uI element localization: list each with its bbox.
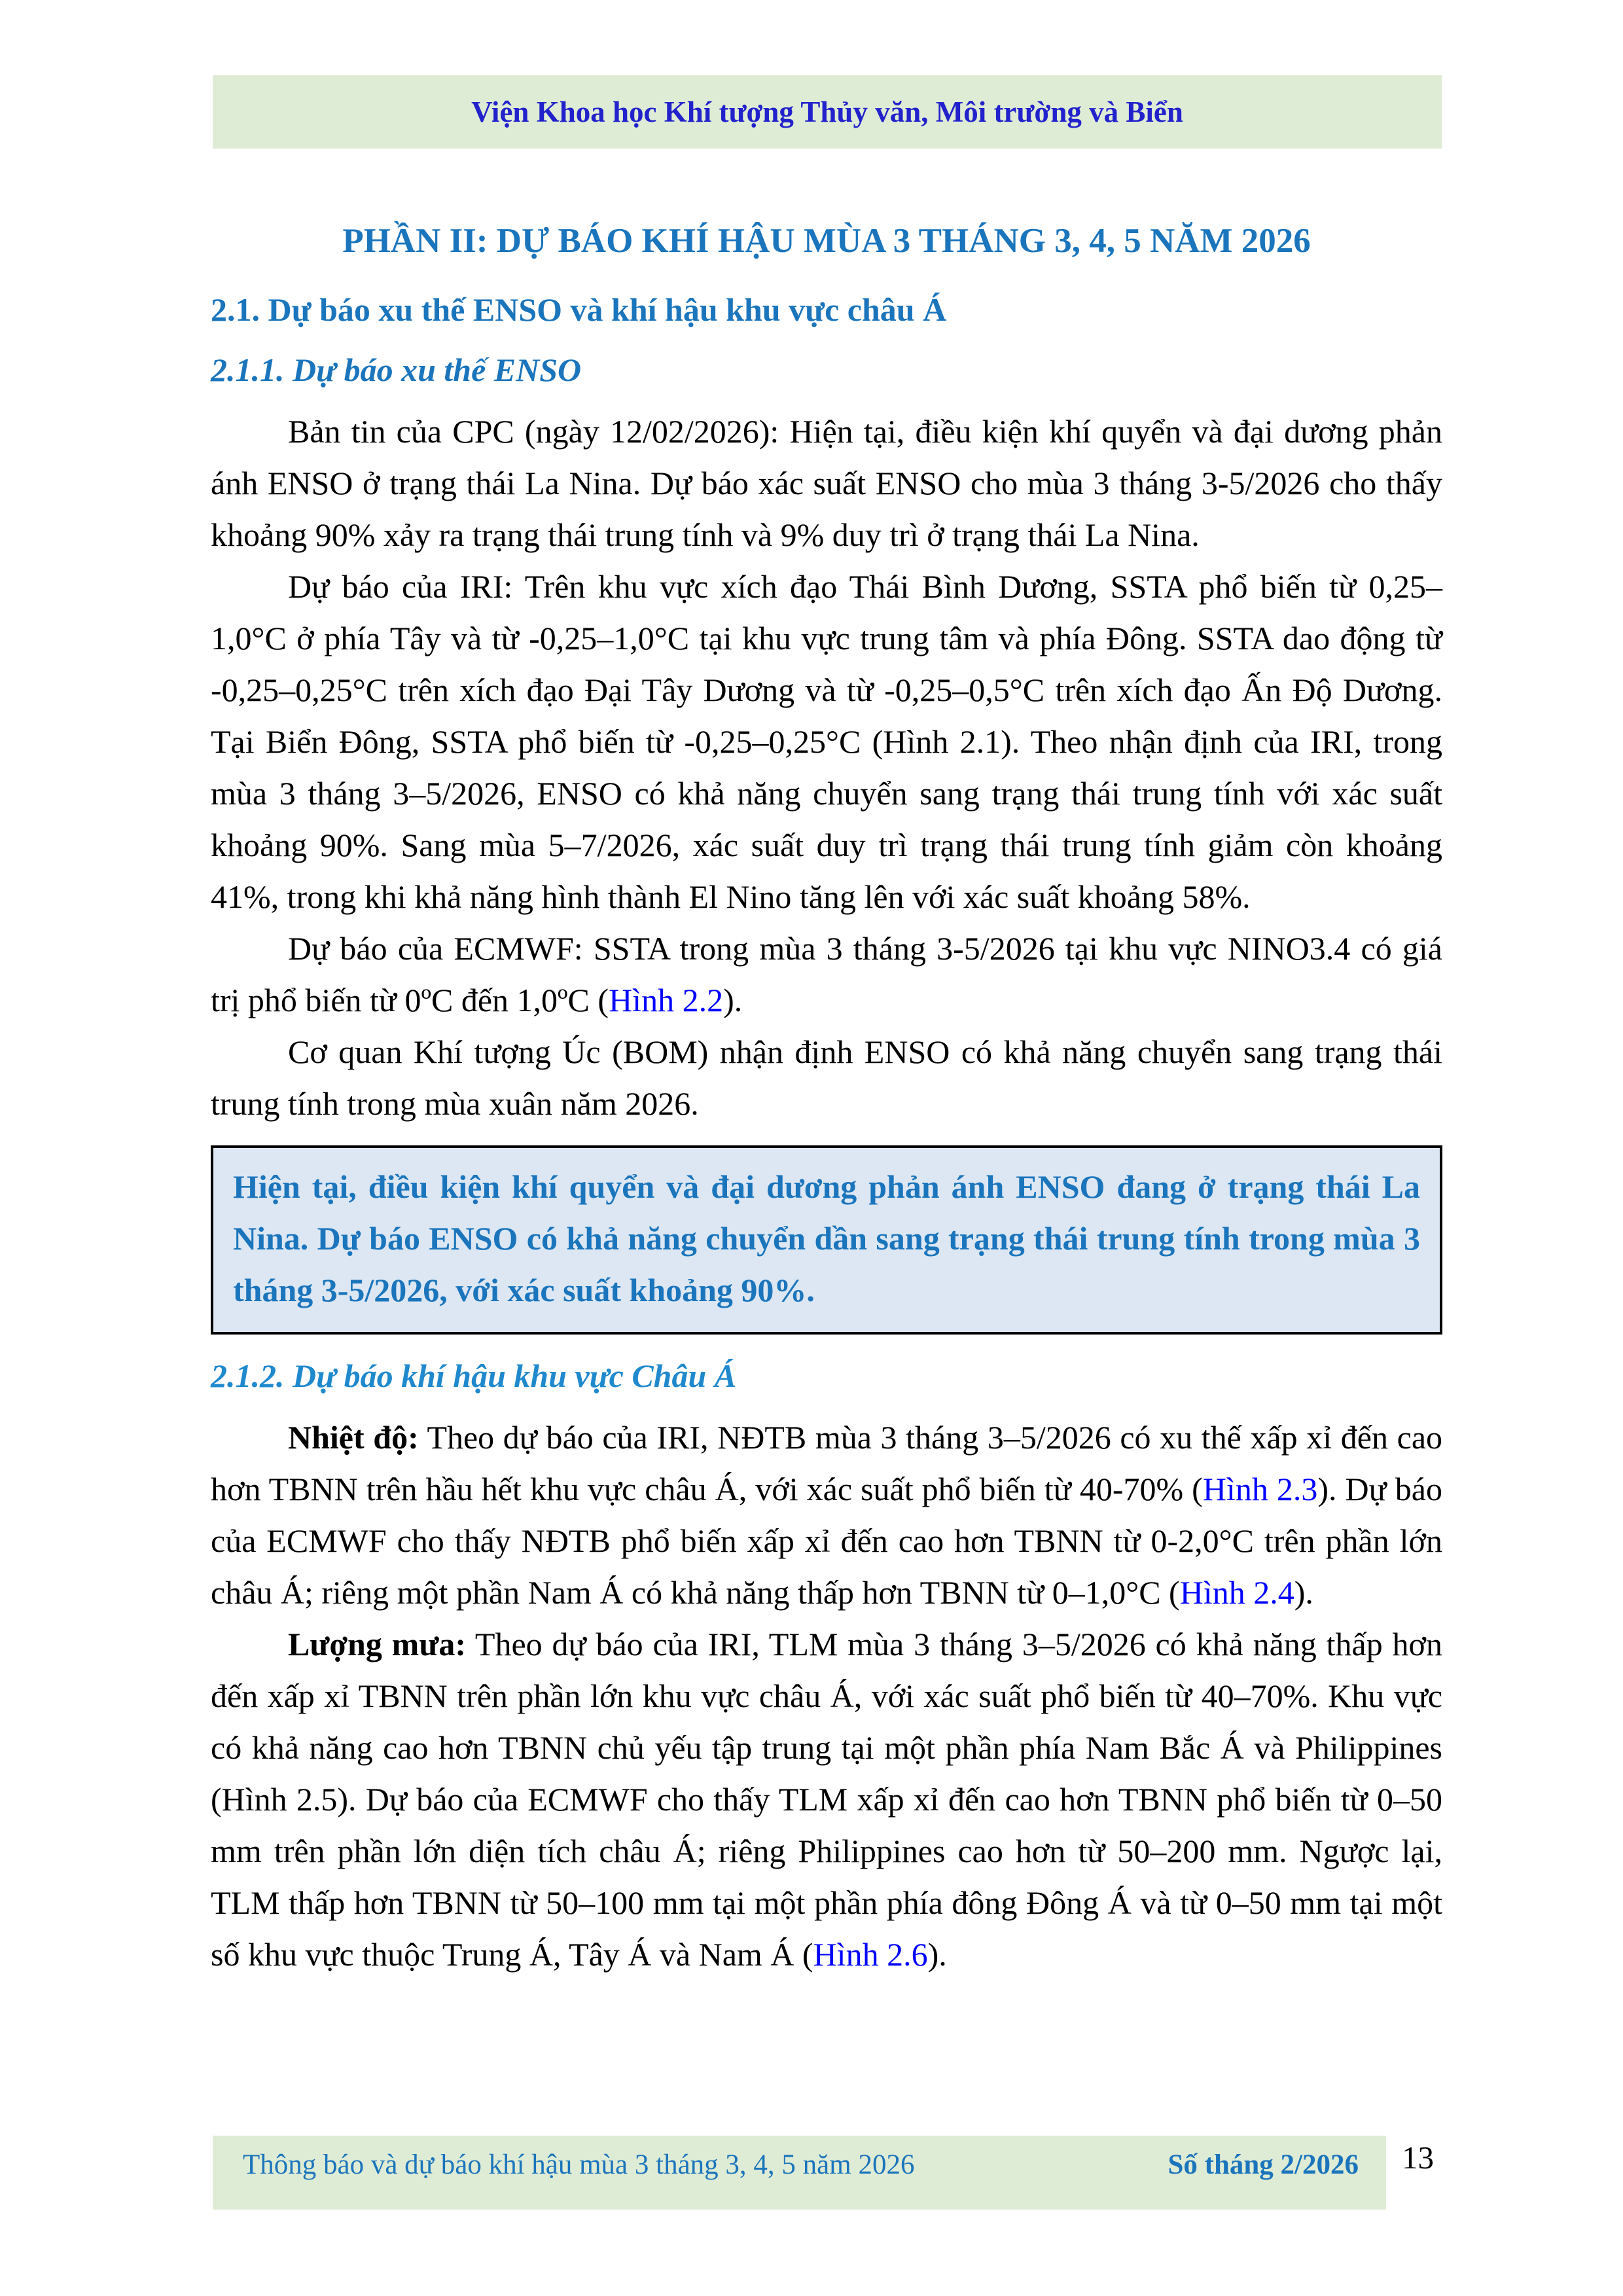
paragraph-temperature-end: ). bbox=[1294, 1574, 1313, 1611]
paragraph-ecmwf-text: Dự báo của ECMWF: SSTA trong mùa 3 tháng 3-5/2026 tại khu vực NINO3.4 có giá trị phổ biến từ 0ºC đến 1,0ºC ( bbox=[211, 930, 1442, 1018]
figure-2-3-link[interactable]: Hình 2.3 bbox=[1202, 1471, 1318, 1507]
enso-summary-text: Hiện tại, điều kiện khí quyển và đại dương phản ánh ENSO đang ở trạng thái La Nina. Dự báo ENSO có khả năng chuyển dần sang trạng thái trung tính trong mùa 3 tháng 3-5/2026, với xác suất khoảng 90%. bbox=[233, 1168, 1420, 1308]
paragraph-rainfall bbox=[211, 1619, 1442, 1981]
paragraph-temperature-text-2: ). Dự báo của ECMWF cho thấy NĐTB phổ biến xấp xỉ đến cao hơn TBNN từ 0-2,0°C trên phần lớn châu Á; riêng một phần Nam Á có khả năng thấp hơn TBNN từ 0–1,0°C ( bbox=[211, 1471, 1442, 1611]
paragraph-ecmwf bbox=[211, 923, 1442, 1026]
paragraph-ecmwf-end: ). bbox=[723, 982, 743, 1018]
footer-publication-title: Thông báo và dự báo khí hậu mùa 3 tháng 3, 4, 5 năm 2026 bbox=[243, 2149, 915, 2180]
page-title: PHẦN II: DỰ BÁO KHÍ HẬU MÙA 3 THÁNG 3, 4, 5 NĂM 2026 bbox=[342, 222, 1311, 260]
temperature-label: Nhiệt độ: bbox=[288, 1419, 419, 1456]
footer-issue-number: Số tháng 2/2026 bbox=[1168, 2149, 1359, 2180]
paragraph-temperature bbox=[211, 1412, 1442, 1619]
figure-2-6-link[interactable]: Hình 2.6 bbox=[813, 1936, 928, 1973]
paragraph-bom: Cơ quan Khí tượng Úc (BOM) nhận định ENSO có khả năng chuyển sang trạng thái trung tính trong mùa xuân năm 2026. bbox=[211, 1033, 1442, 1122]
paragraph-temperature-text-1: Theo dự báo của IRI, NĐTB mùa 3 tháng 3–5/2026 có xu thế xấp xỉ đến cao hơn TBNN trên hầu hết khu vực châu Á, với xác suất phổ biến từ 40-70% ( bbox=[211, 1419, 1443, 1507]
paragraph-rainfall-text-1: Theo dự báo của IRI, TLM mùa 3 tháng 3–5/2026 có khả năng thấp hơn đến xấp xỉ TBNN trên phần lớn khu vực châu Á, với xác suất phổ biến từ 40–70%. Khu vực có khả năng cao hơn TBNN chủ yếu tập trung tại một phần phía Nam Bắc Á và Philippines (Hình 2.5). Dự báo của ECMWF cho thấy TLM xấp xỉ đến cao hơn TBNN phổ biến từ 0–50 mm trên phần lớn diện tích châu Á; riêng Philippines cao hơn từ 50–200 mm. Ngược lại, TLM thấp hơn TBNN từ 50–100 mm tại một phần phía đông Đông Á và từ 0–50 mm tại một số khu vực thuộc Trung Á, Tây Á và Nam Á ( bbox=[211, 1626, 1442, 1973]
institute-name: Viện Khoa học Khí tượng Thủy văn, Môi trường và Biển bbox=[471, 96, 1183, 128]
paragraph-rainfall-end: ). bbox=[927, 1936, 947, 1973]
enso-summary-callout bbox=[211, 1145, 1442, 1335]
paragraph-cpc: Bản tin của CPC (ngày 12/02/2026): Hiện tại, điều kiện khí quyển và đại dương phản ánh ENSO ở trạng thái La Nina. Dự báo xác suất ENSO cho mùa 3 tháng 3-5/2026 cho thấy khoảng 90% xảy ra trạng thái trung tính và 9% duy trì ở trạng thái La Nina. bbox=[211, 413, 1442, 553]
figure-2-2-link[interactable]: Hình 2.2 bbox=[609, 982, 724, 1018]
header-banner bbox=[213, 75, 1442, 149]
page-content bbox=[211, 221, 1442, 1981]
rainfall-label: Lượng mưa: bbox=[288, 1626, 466, 1662]
paragraph-iri: Dự báo của IRI: Trên khu vực xích đạo Thái Bình Dương, SSTA phổ biến từ 0,25–1,0°C ở phía Tây và từ -0,25–1,0°C tại khu vực trung tâm và phía Đông. SSTA dao động từ -0,25–0,25°C trên xích đạo Đại Tây Dương và từ -0,25–0,5°C trên xích đạo Ấn Độ Dương. Tại Biển Đông, SSTA phổ biến từ -0,25–0,25°C (Hình 2.1). Theo nhận định của IRI, trong mùa 3 tháng 3–5/2026, ENSO có khả năng chuyển sang trạng thái trung tính với xác suất khoảng 90%. Sang mùa 5–7/2026, xác suất duy trì trạng thái trung tính giảm còn khoảng 41%, trong khi khả năng hình thành El Nino tăng lên với xác suất khoảng 58%. bbox=[211, 568, 1442, 915]
section-2-1-heading: 2.1. Dự báo xu thế ENSO và khí hậu khu vực châu Á bbox=[211, 291, 947, 328]
section-2-1-2-heading: 2.1.2. Dự báo khí hậu khu vực Châu Á bbox=[211, 1357, 737, 1394]
footer-banner bbox=[213, 2136, 1386, 2210]
section-2-1-1-heading: 2.1.1. Dự báo xu thế ENSO bbox=[211, 351, 582, 388]
figure-2-4-link[interactable]: Hình 2.4 bbox=[1179, 1574, 1294, 1611]
page-number: 13 bbox=[1402, 2140, 1434, 2176]
